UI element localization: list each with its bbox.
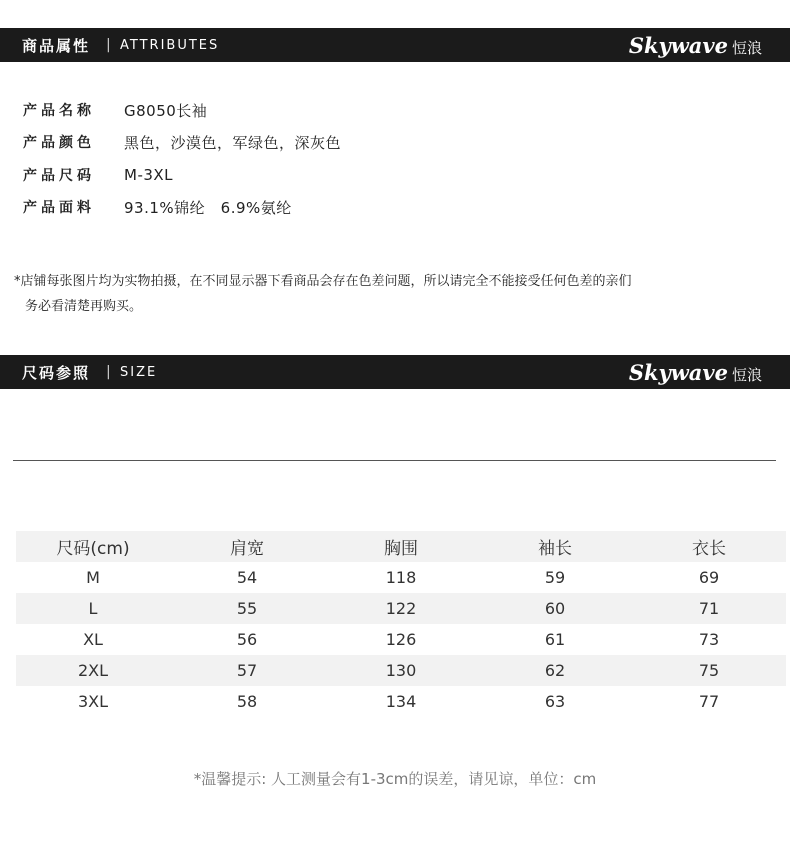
table-cell: 71 <box>698 599 720 618</box>
table-header-cell: 衣长 <box>692 539 726 559</box>
disclaimer-line-1: *店铺每张图片均为实物拍摄，在不同显示器下看商品会存在色差问题，所以请完全不能接受任何色差的亲们 <box>14 274 632 289</box>
table-cell: M <box>86 568 100 587</box>
table-cell: 54 <box>236 568 258 587</box>
measurement-tip: *温馨提示: 人工测量会有1-3cm的误差，请见谅，单位：cm <box>193 770 597 788</box>
table-cell: 2XL <box>77 661 109 680</box>
size-title-en: SIZE <box>120 364 158 380</box>
table-cell: 56 <box>236 630 258 649</box>
attribute-value: 黑色，沙漠色，军绿色，深灰色 <box>124 133 342 152</box>
attribute-row-color <box>23 130 341 154</box>
table-cell: 75 <box>698 661 720 680</box>
color-disclaimer <box>14 269 632 319</box>
table-cell: 126 <box>385 630 417 649</box>
attribute-row-name <box>23 98 207 122</box>
size-table <box>16 531 786 717</box>
brand-name-en: Skywave <box>628 32 728 58</box>
attributes-title-separator: | <box>106 37 111 53</box>
table-cell: 130 <box>385 661 417 680</box>
brand-logo <box>629 33 762 58</box>
attributes-title-cn: 商品属性 <box>22 36 91 55</box>
table-row <box>16 562 786 593</box>
table-cell: 73 <box>698 630 720 649</box>
table-cell: 62 <box>544 661 566 680</box>
table-cell: XL <box>83 630 103 649</box>
size-title-cn: 尺码参照 <box>22 363 91 382</box>
table-cell: 69 <box>698 568 720 587</box>
attribute-row-size <box>23 163 173 187</box>
attribute-value: G8050长袖 <box>124 101 208 120</box>
brand-logo <box>629 360 762 385</box>
table-cell: 3XL <box>77 692 109 711</box>
attribute-value: 93.1%锦纶 6.9%氨纶 <box>124 198 292 217</box>
table-row <box>16 593 786 624</box>
attribute-value: M-3XL <box>124 166 174 184</box>
attributes-header-bar <box>0 28 790 62</box>
divider-line <box>13 460 776 461</box>
table-cell: 58 <box>236 692 258 711</box>
table-cell: L <box>88 599 98 618</box>
table-cell: 57 <box>236 661 258 680</box>
table-cell: 59 <box>544 568 566 587</box>
table-cell: 55 <box>236 599 258 618</box>
table-cell: 134 <box>385 692 417 711</box>
attribute-label: 产品尺码 <box>23 168 95 184</box>
brand-name-en: Skywave <box>628 359 728 385</box>
table-row <box>16 655 786 686</box>
table-header-row <box>16 531 786 562</box>
table-cell: 61 <box>544 630 566 649</box>
attribute-label: 产品面料 <box>23 200 95 216</box>
table-header-cell: 袖长 <box>538 539 572 559</box>
table-cell: 60 <box>544 599 566 618</box>
brand-name-cn: 㤱浪 <box>731 365 762 384</box>
table-header-cell: 胸围 <box>384 539 418 559</box>
attribute-label: 产品名称 <box>23 103 95 119</box>
attributes-title-en: ATTRIBUTES <box>120 37 220 53</box>
size-header-bar <box>0 355 790 389</box>
table-row <box>16 624 786 655</box>
table-cell: 122 <box>385 599 417 618</box>
attribute-row-fabric <box>23 195 292 219</box>
brand-name-cn: 㤱浪 <box>731 38 762 57</box>
table-header-cell: 肩宽 <box>230 539 264 559</box>
disclaimer-line-2: 务必看清楚再购买。 <box>25 299 143 314</box>
table-cell: 77 <box>698 692 720 711</box>
table-cell: 118 <box>385 568 417 587</box>
table-row <box>16 686 786 717</box>
attribute-label: 产品颜色 <box>23 135 95 151</box>
table-header-cell: 尺码(cm) <box>56 539 130 559</box>
size-title-separator: | <box>106 364 111 380</box>
table-cell: 63 <box>544 692 566 711</box>
